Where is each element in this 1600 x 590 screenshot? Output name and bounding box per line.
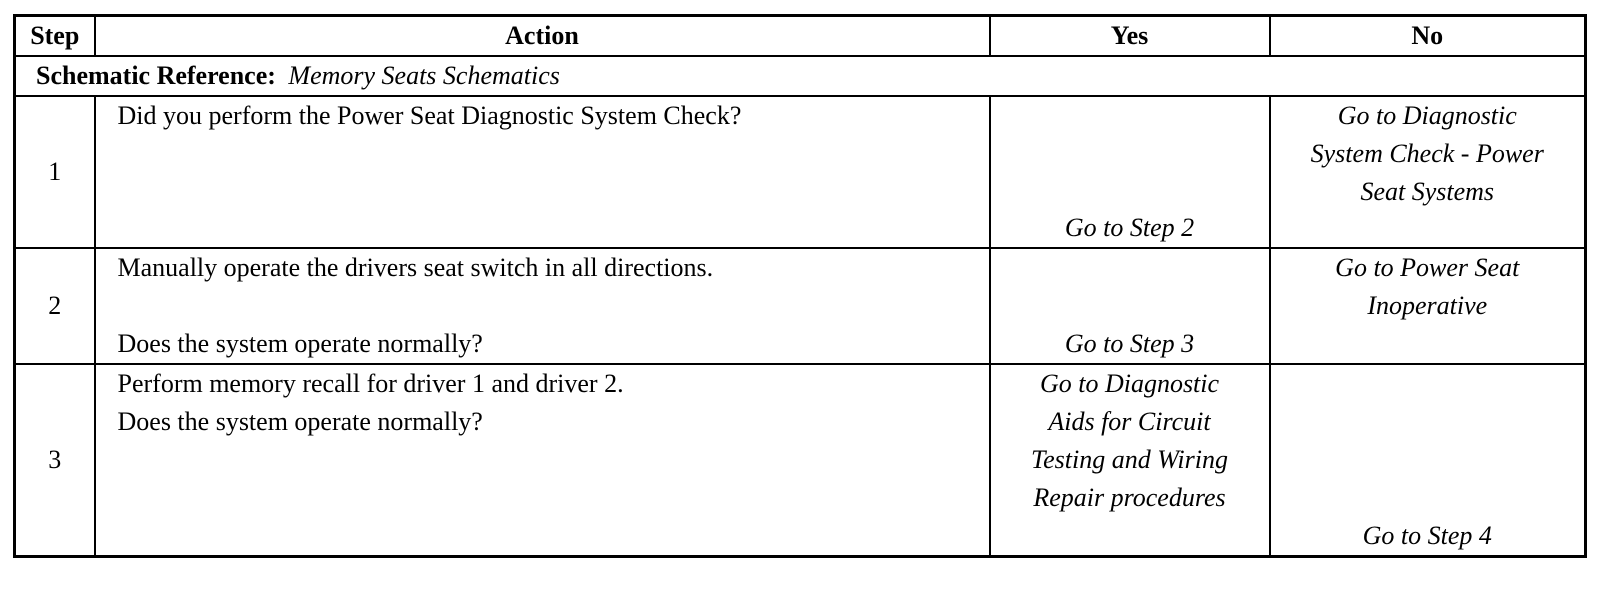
schematic-reference-link[interactable]: Memory Seats Schematics: [288, 61, 560, 90]
no-link-line[interactable]: Inoperative: [1367, 291, 1488, 320]
yes-link[interactable]: Go to Step 2: [1064, 213, 1195, 242]
header-step: Step: [15, 16, 95, 57]
action-text: Perform memory recall for driver 1 and driver 2.: [117, 369, 624, 398]
table-row: [15, 96, 1586, 248]
table-row: [15, 248, 1586, 364]
schematic-reference-row: [15, 56, 1586, 96]
header-no: No: [1270, 16, 1586, 57]
yes-cell: [990, 96, 1270, 248]
yes-cell: [990, 364, 1270, 557]
action-text: Did you perform the Power Seat Diagnostic System Check?: [117, 101, 742, 130]
step-number: 3: [15, 364, 95, 557]
no-cell: [1270, 96, 1586, 248]
action-question: Does the system operate normally?: [117, 407, 483, 436]
schematic-reference-label: Schematic Reference:: [36, 61, 276, 90]
table-row: [15, 364, 1586, 557]
yes-link-line[interactable]: Aids for Circuit: [1048, 407, 1211, 436]
step-number: 2: [15, 248, 95, 364]
yes-link-line[interactable]: Go to Diagnostic: [1039, 369, 1220, 398]
action-cell: [95, 96, 990, 248]
no-link-line[interactable]: Seat Systems: [1360, 177, 1495, 206]
header-row: [15, 16, 1586, 57]
header-yes: Yes: [990, 16, 1270, 57]
yes-link[interactable]: Go to Step 3: [1064, 329, 1195, 358]
no-cell: [1270, 364, 1586, 557]
no-link-line[interactable]: Go to Power Seat: [1335, 253, 1520, 282]
schematic-reference-cell: [15, 56, 1586, 96]
action-cell: [95, 248, 990, 364]
action-question: Does the system operate normally?: [117, 329, 483, 358]
action-cell: [95, 364, 990, 557]
yes-link-line[interactable]: Testing and Wiring: [1031, 445, 1228, 474]
no-link[interactable]: Go to Step 4: [1362, 521, 1492, 550]
action-text: Manually operate the drivers seat switch in all directions.: [117, 253, 714, 282]
yes-cell: [990, 248, 1270, 364]
step-number: 1: [15, 96, 95, 248]
diagnostic-table: [13, 14, 1587, 558]
no-link-line[interactable]: System Check - Power: [1310, 139, 1544, 168]
yes-link-line[interactable]: Repair procedures: [1033, 483, 1226, 512]
header-action: Action: [95, 16, 990, 57]
no-cell: [1270, 248, 1586, 364]
no-link-line[interactable]: Go to Diagnostic: [1337, 101, 1517, 130]
